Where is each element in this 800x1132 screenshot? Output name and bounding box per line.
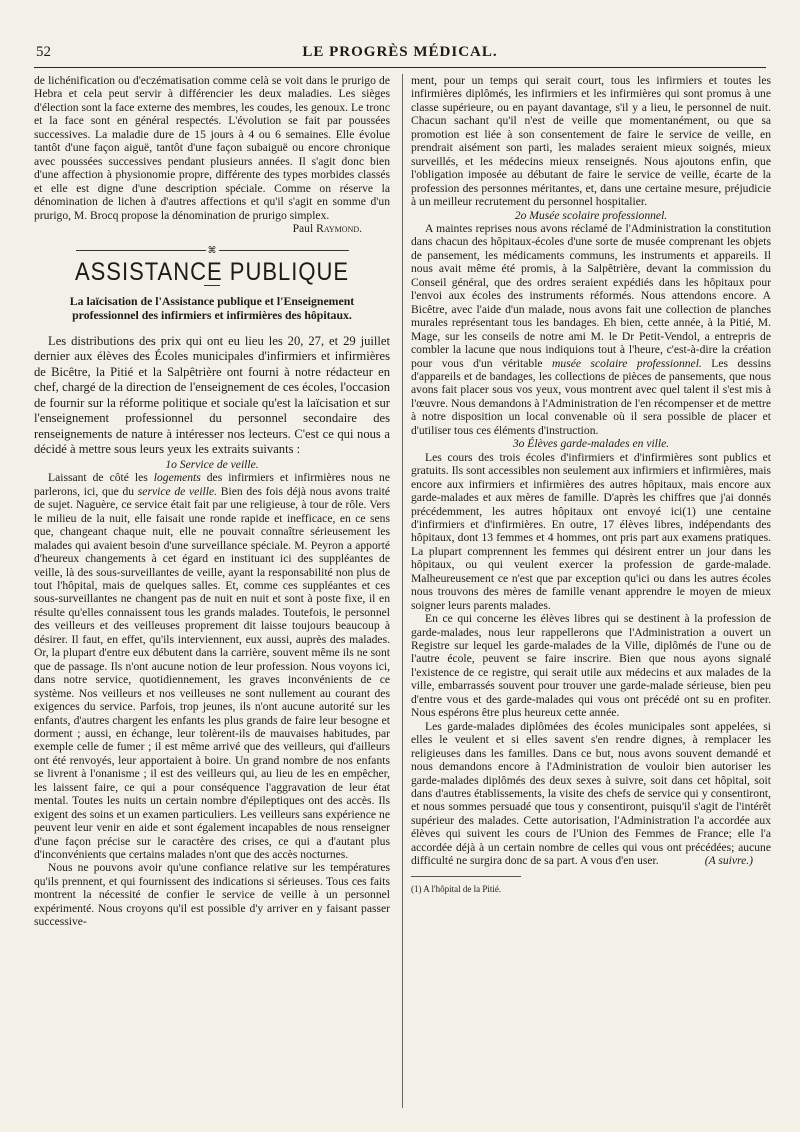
- paragraph: En ce qui concerne les élèves libres qui se destinent à la profession de garde-malades, nous leur rappellerons que l'Administration a ouvert un Registre sur lequel les garde-malades de la Ville, diplômés de l'une ou de l'autre école, peuvent se faire inscrire. Bien que nous ayons signalé l'existence de ce registre, qui serait utile aux médecins et aux malades de la ville, embarrassés souvent pour trouver une garde-malade sérieuse, bien peu d'entre vous et des garde-malades qui vous ont précédé ont su en profiter. Nous espérons être plus heureux cette année.: [411, 612, 771, 720]
- article-heading: La laïcisation de l'Assistance publique et l'Enseignement professionnel des infirmiers et infirmières des hôpitaux.: [69, 293, 355, 322]
- signature: [34, 222, 390, 235]
- paragraph: ment, pour un temps qui serait court, tous les infirmiers et toutes les infirmières diplômés, les infirmiers et les infirmières qui sont promus à une classe supérieure, ou en payant davantage, s'il y a lieu, le personnel de nuit. Chacun sachant qu'il n'est de veille que momentanément, ou que sa promotion est liée à son consentement de faire le service de veille, en prendrait aisément son parti, les malades seraient mieux soignés, mieux surveillés, et les médecins mieux renseignés. Nous ajoutons enfin, que l'obligation imposée au débutant de faire le service de veille, écarte de la profession des personnes méritantes, et, dans une certaine mesure, préjudicie à un meilleur recrutement du personnel hospitalier.: [411, 74, 771, 209]
- section-title: ASSISTANCE PUBLIQUE: [74, 257, 350, 287]
- a-suivre: (A suivre.): [704, 854, 753, 868]
- column-rule: [402, 74, 403, 1108]
- paragraph: Laissant de côté les logements des infirmiers et infirmières nous ne parlerons, ici, que du service de veille. Bien des fois déjà nous avons traité de sujet. Naguère, ce service était fait par une religieuse, à tour de rôle. Vers le milieu de la nuit, elle faisait une ronde rapide et inefficace, en ce sens que, changeant chaque nuit, elle ne pouvait connaître sérieusement les malades qui avaient besoin d'une surveillance spéciale. M. Peyron a apporté d'heureux changements à cet égard en instituant ici des suppléantes de veille, là des sous-surveillantes de veille, ayant la responsabilité non plus de tout l'hôpital, mais de quelques salles. Et, comme ces suppléantes et ces sous-surveillantes ne changent pas de nuit en nuit et sont à poste fixe, il en résulte qu'elles connaissent tous les grands malades. Toutefois, le personnel des veilleurs et des veilleuses proprement dit laisse toujours beaucoup à désirer. Il faut, en effet, qu'ils interviennent, eux aussi, auprès des malades. Or, la plupart d'entre eux débutent dans la carrière, souvent même ils ne sont que de passage. Ils n'ont aucune notion de leur profession. Nous voyons ici, dans notre service, quotidiennement, les graves inconvénients de ce système. Nos veilleurs et nos veilleuses ne sont nullement au courant des exigences du service. Parfois, trop jeunes, ils n'ont aucune autorité sur les enfants, d'autres chargent les enfants les plus grands de faire leur besogne et dorment ; aussi, en échange, leur tolèrent-ils de mauvaises habitudes, par exemple celle de fumer ; il est même arrivé que des veilleurs, qui d'ailleurs ont été renvoyés, leur apportaient à boire. Un grand nombre de nos enfants se livrent à l'onanisme ; il est des veilleurs qui, au lieu de les en empêcher, les laissent faire, ce qui a pour conséquence l'aggravation de leur état mental. Toutes les nuits un certain nombre d'épileptiques ont des accès. Ils exigent des soins et un examen particuliers. Les veilleurs sans expérience ne peuvent leur venir en aide et sont également incapables de nous renseigner d'une façon précise sur le caractère des crises, ce qui a d'autant plus d'inconvénients que certains malades n'ont que des accès nocturnes.: [34, 471, 391, 862]
- intro-paragraph: Les distributions des prix qui ont eu lieu les 20, 27, et 29 juillet dernier aux élèves des Écoles municipales d'infirmiers et infirmières de Bicêtre, la Pitié et la Salpêtrière ont fourni à notre rédacteur en chef, chargé de la direction de l'enseignement de ces écoles, l'occasion de fournir sur la réforme politique et sociale qu'est la laïcisation et sur l'enseignement professionnel du personnel secondaire des renseignements de nature à intéresser nos lecteurs. C'est ce qui nous a décidé à mettre sous leurs yeux les extraits suivants :: [34, 333, 390, 457]
- left-column: [34, 74, 390, 929]
- signature-first-name: Paul: [292, 221, 314, 235]
- journal-title: LE PROGRÈS MÉDICAL.: [302, 44, 498, 60]
- signature-last-name: Raymond.: [316, 221, 362, 235]
- subheading-musee: 2o Musée scolaire professionnel.: [514, 208, 668, 222]
- paragraph: de lichénification ou d'eczématisation comme celà se voit dans le prurigo de Hebra et cela peut servir à différencier les deux maladies. Les sièges d'élection sont la face externe des membres, les coudes, les genoux. Le tronc et la face sont en général respectés. L'évolution se fait par poussées successives. La maladie dure de 15 jours à 4 ou 6 semaines. Elle évolue tantôt d'une façon aiguë, tantôt d'une façon subaiguë ou encore chronique avec poussées successives pendant plusieurs années. Il s'agit donc bien d'une affection à physionomie propre, différente des types morbides classés et elle est digne d'une description spéciale. Comme on réserve la dénomination de lichen à d'autres affections et qu'il s'agit en somme d'un prurigo, M. Brocq propose la dénomination de prurigo simplex.: [34, 74, 390, 222]
- page-number: 52: [36, 44, 51, 60]
- paragraph: A maintes reprises nous avons réclamé de l'Administration la constitution dans chacun des hôpitaux-écoles d'une sorte de musée comprenant les objets de pansement, les médicaments communs, les instruments et appareils. Il nous avait même été promis, à la Salpêtrière, devant la commission du Conseil général, que des ordres seraient expédiés dans les hôpitaux pour l'envoi aux écoles des instruments réformés. Nous attendons encore. A Bicêtre, avec l'aide d'un malade, nous avons fait une collection de planches murales représentant tous les bandages. Eh bien, cette année, à la Pitié, M. Mage, sur les conseils de notre ami M. le Dr Petit-Vendol, a entrepris de combler la lacune que nous indiquions tout à l'heure, c'est-à-dire la création pour vous d'un véritable musée scolaire professionnel. Les dessins d'appareils et de bandages, les collections de pièces de pansements, que nous avons fait placer sous vos yeux, vous montrent avec quel talent il s'est mis à l'œuvre. Nous demandons à l'Administration de l'en récompenser et de mettre à notre disposition un local convenable où il sera possible de placer et d'utiliser tous ces éléments d'instruction.: [411, 221, 771, 437]
- footnote-rule: [411, 876, 521, 877]
- subheading-garde-malades: 3o Élèves garde-malades en ville.: [512, 437, 670, 451]
- paragraph: Nous ne pouvons avoir qu'une confiance relative sur les températures qu'ils prennent, et qui fournissent des indications si sérieuses. Tous ces faits montrent la nécessité de confier le service de veille à un personnel expérimenté. Nous croyons qu'il est possible d'y arriver en y faisant passer successive-: [34, 861, 390, 929]
- right-column: [411, 74, 771, 896]
- header-rule: [34, 67, 766, 68]
- subheading-veille: 1o Service de veille.: [165, 457, 259, 471]
- paragraph: Les cours des trois écoles d'infirmiers et d'infirmières sont publics et gratuits. Ils sont accessibles non seulement aux infirmiers et infirmières, mais encore aux infirmiers et infirmières des autres hôpitaux, mais encore aux garde-malades et aux mères de famille. D'après les chiffres que j'ai donnés précédemment, les autres hôpitaux ont envoyé ici(1) une centaine d'infirmiers et d'infirmières. En outre, 17 élèves libres, indépendants des hôpitaux, dont 13 femmes et 4 hommes, ont pris part aux examens pratiques. La plupart comprennent les femmes qui désirent entrer un jour dans les hôpitaux, ou qui veulent exercer la profession de garde-malade. Malheureusement ce n'est que par exception qu'ici ou dans les autres écoles nous trouvons des mères de famille venant apprendre le moyen de mieux soigner leurs parents malades.: [411, 450, 771, 612]
- ornament-icon: ⌘: [207, 245, 217, 256]
- ornament-divider: [34, 243, 390, 256]
- paragraph: Les garde-malades diplômées des écoles municipales sont appelées, si elles le veulent et si elles savent s'en rendre dignes, à remplacer les religieuses dans les familles. Dans ce but, nous avons souvent demandé et nous demandons encore à l'Administration de vouloir bien autoriser les garde-malades diplômés des deux sexes à suivre, soit dans cet hôpital, soit dans d'autres établissements, la visite des chefs de service qui y consentiront, et nous sommes persuadé que tous y consentiront, puisqu'il s'agit de l'intérêt supérieur des malades. Cette autorisation, l'Administration l'a accordée aux élèves qui suivent les cours de l'Union des Femmes de France; elle l'a accordée déjà à un certain nombre de celles qui vous ont précédées; aucune difficulté ne surgira donc de sa part. A vous d'en user. (A suivre.): [411, 719, 771, 868]
- footnote: (1) A l'hôpital de la Pitié.: [411, 883, 502, 894]
